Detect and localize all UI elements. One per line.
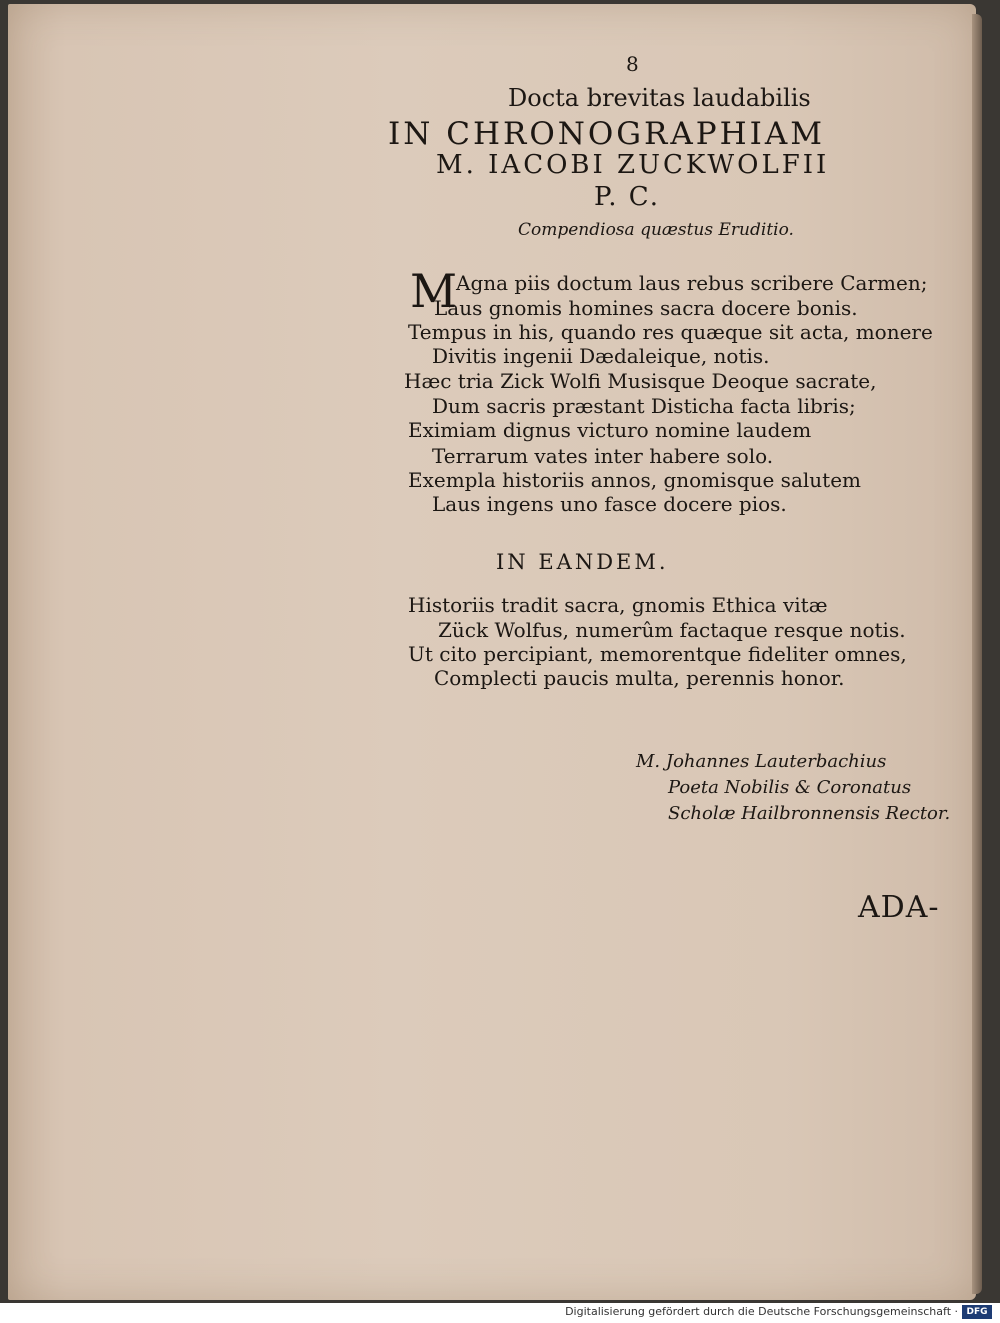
header-line-4: P. C. <box>594 182 660 212</box>
poem1-line: Terrarum vates inter habere solo. <box>432 444 774 468</box>
poem2-line: Zück Wolfus, numerûm factaque resque notis. <box>438 618 906 642</box>
poem1-line: Laus gnomis homines sacra docere bonis. <box>434 296 858 320</box>
poem1-line: Dum sacris præstant Disticha facta libris; <box>432 394 856 418</box>
poem1-line: Exempla historiis annos, gnomisque salutem <box>408 468 861 492</box>
page-edge <box>972 14 982 1294</box>
poem2-line: Ut cito percipiant, memorentque fideliter omnes, <box>408 642 907 666</box>
signature-line-3: Scholæ Hailbronnensis Rector. <box>668 803 951 824</box>
poem2-line: Complecti paucis multa, perennis honor. <box>434 666 845 690</box>
poem1-line: Tempus in his, quando res quæque sit acta, monere <box>408 320 933 344</box>
poem1-line: Agna piis doctum laus rebus scribere Carmen; <box>456 271 928 295</box>
catchword: ADA- <box>858 890 940 925</box>
header-line-1: Docta brevitas laudabilis <box>508 84 811 112</box>
drop-cap: M <box>410 264 458 318</box>
poem1-line: Laus ingens uno fasce docere pios. <box>432 492 787 516</box>
dfg-logo-icon: DFG <box>962 1305 992 1319</box>
poem1-line: Hæc tria Zick Wolfi Musisque Deoque sacrate, <box>404 369 877 393</box>
signature-line-2: Poeta Nobilis & Coronatus <box>668 777 912 798</box>
funding-notice: Digitalisierung gefördert durch die Deutsche Forschungsgemeinschaft · <box>565 1305 958 1318</box>
poem1-line: Divitis ingenii Dædaleique, notis. <box>432 344 770 368</box>
poem1-line: Eximiam dignus victuro nomine laudem <box>408 418 812 442</box>
poem2-line: Historiis tradit sacra, gnomis Ethica vitæ <box>408 593 828 617</box>
header-line-2: IN CHRONOGRAPHIAM <box>388 116 826 152</box>
header-line-3: M. IACOBI ZUCKWOLFII <box>436 150 830 180</box>
header-line-5: Compendiosa quæstus Eruditio. <box>518 220 794 240</box>
page-number: 8 <box>626 52 639 76</box>
footer-bar <box>0 1303 1000 1323</box>
signature-line-1: M. Johannes Lauterbachius <box>636 751 887 772</box>
poem2-title: IN EANDEM. <box>496 550 669 574</box>
